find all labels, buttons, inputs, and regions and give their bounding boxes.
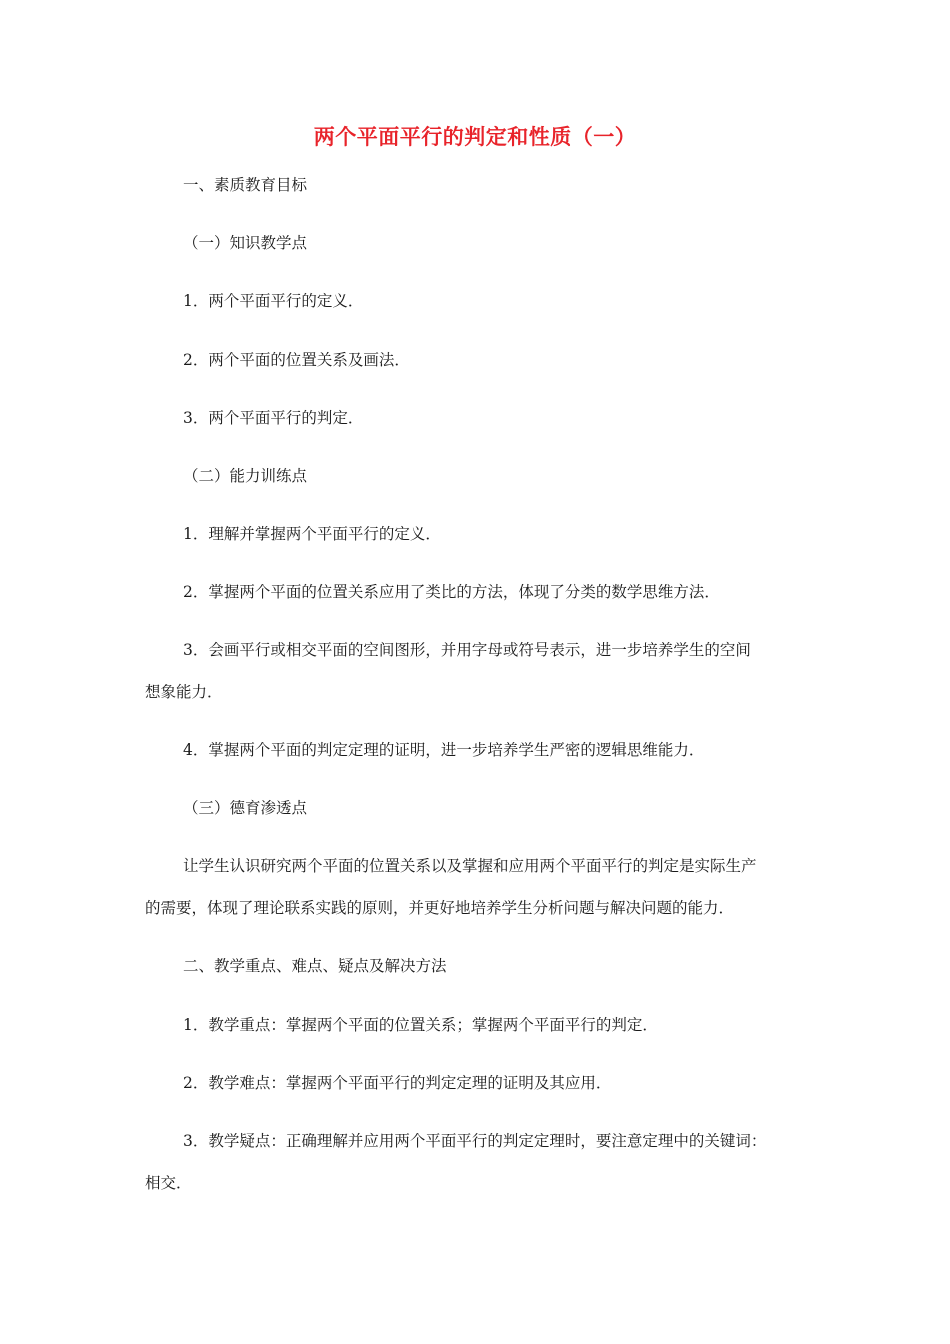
list-item: 3．会画平行或相交平面的空间图形，并用字母或符号表示，进一步培养学生的空间 <box>183 641 751 659</box>
list-item: 3．两个平面平行的判定． <box>183 409 364 427</box>
subsection-heading: （三）德育渗透点 <box>183 799 308 817</box>
list-item: 1．两个平面平行的定义． <box>183 292 364 310</box>
paragraph-line: 让学生认识研究两个平面的位置关系以及掌握和应用两个平面平行的判定是实际生产 <box>183 857 757 875</box>
document-title: 两个平面平行的判定和性质（一） <box>313 125 637 149</box>
list-item-continuation: 相交． <box>145 1174 192 1192</box>
list-item: 2．掌握两个平面的位置关系应用了类比的方法，体现了分类的数学思维方法． <box>183 583 720 601</box>
section-heading: 一、素质教育目标 <box>183 176 308 194</box>
list-item-continuation: 想象能力． <box>145 683 223 701</box>
list-item: 2．教学难点：掌握两个平面平行的判定定理的证明及其应用． <box>183 1074 612 1092</box>
subsection-heading: （二）能力训练点 <box>183 467 308 485</box>
list-item: 1．教学重点：掌握两个平面的位置关系；掌握两个平面平行的判定． <box>183 1016 658 1034</box>
list-item: 4．掌握两个平面的判定定理的证明，进一步培养学生严密的逻辑思维能力． <box>183 741 705 759</box>
section-heading: 二、教学重点、难点、疑点及解决方法 <box>183 957 447 975</box>
list-item: 3．教学疑点：正确理解并应用两个平面平行的判定定理时，要注意定理中的关键词： <box>183 1132 767 1150</box>
paragraph-line: 的需要，体现了理论联系实践的原则，并更好地培养学生分析问题与解决问题的能力． <box>145 899 735 917</box>
list-item: 2．两个平面的位置关系及画法． <box>183 351 410 369</box>
subsection-heading: （一）知识教学点 <box>183 234 308 252</box>
list-item: 1．理解并掌握两个平面平行的定义． <box>183 525 441 543</box>
